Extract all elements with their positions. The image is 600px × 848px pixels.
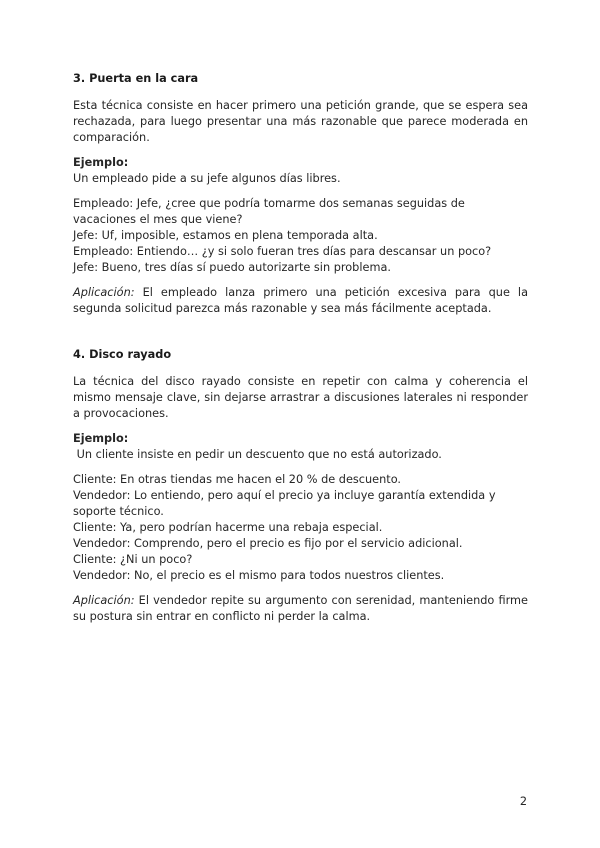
section-3-dialogue-line: Empleado: Jefe, ¿cree que podría tomarme dos semanas seguidas de vacaciones el mes que viene? [73,197,465,226]
section-4-example-text: Un cliente insiste en pedir un descuento que no está autorizado. [73,448,442,461]
section-4-application [73,593,528,625]
section-4-dialogue-line: Cliente: En otras tiendas me hacen el 20 % de descuento. [73,473,402,486]
section-4-dialogue-line: Cliente: Ya, pero podrían hacerme una rebaja especial. [73,521,383,534]
page-number: 2 [519,795,527,808]
section-4-dialogue-line: Vendedor: Lo entiendo, pero aquí el precio ya incluye garantía extendida y soporte técnico. [73,489,496,518]
section-4-heading: 4. Disco rayado [73,348,172,361]
section-4-example-label: Ejemplo: [73,432,129,445]
section-3-application-label: Aplicación: [73,286,135,299]
section-3-application-text: El empleado lanza primero una petición excesiva para que la segunda solicitud parezca más razonable y sea más fácilmente aceptada. [73,286,528,315]
section-4-intro: La técnica del disco rayado consiste en repetir con calma y coherencia el mismo mensaje clave, sin dejarse arrastrar a discusiones laterales ni responder a provocaciones. [73,375,528,420]
section-4-dialogue-line: Vendedor: Comprendo, pero el precio es fijo por el servicio adicional. [73,537,463,550]
section-4-application-text: El vendedor repite su argumento con serenidad, manteniendo firme su postura sin entrar en conflicto ni perder la calma. [73,594,528,623]
section-4-dialogue-line: Vendedor: No, el precio es el mismo para todos nuestros clientes. [73,569,445,582]
section-3-intro: Esta técnica consiste en hacer primero una petición grande, que se espera sea rechazada, para luego presentar una más razonable que parece moderada en comparación. [73,99,528,144]
section-3-example-label: Ejemplo: [73,156,129,169]
document-body [73,71,528,625]
section-3-example-text: Un empleado pide a su jefe algunos días libres. [73,172,341,185]
section-4-application-label: Aplicación: [73,594,135,607]
section-3-dialogue-line: Empleado: Entiendo… ¿y si solo fueran tres días para descansar un poco? [73,245,492,258]
section-3-application [73,285,528,317]
section-3-dialogue-line: Jefe: Uf, imposible, estamos en plena temporada alta. [73,229,378,242]
section-3-heading: 3. Puerta en la cara [73,72,199,85]
section-3-dialogue-line: Jefe: Bueno, tres días sí puedo autorizarte sin problema. [73,261,391,274]
section-4-dialogue-line: Cliente: ¿Ni un poco? [73,553,193,566]
